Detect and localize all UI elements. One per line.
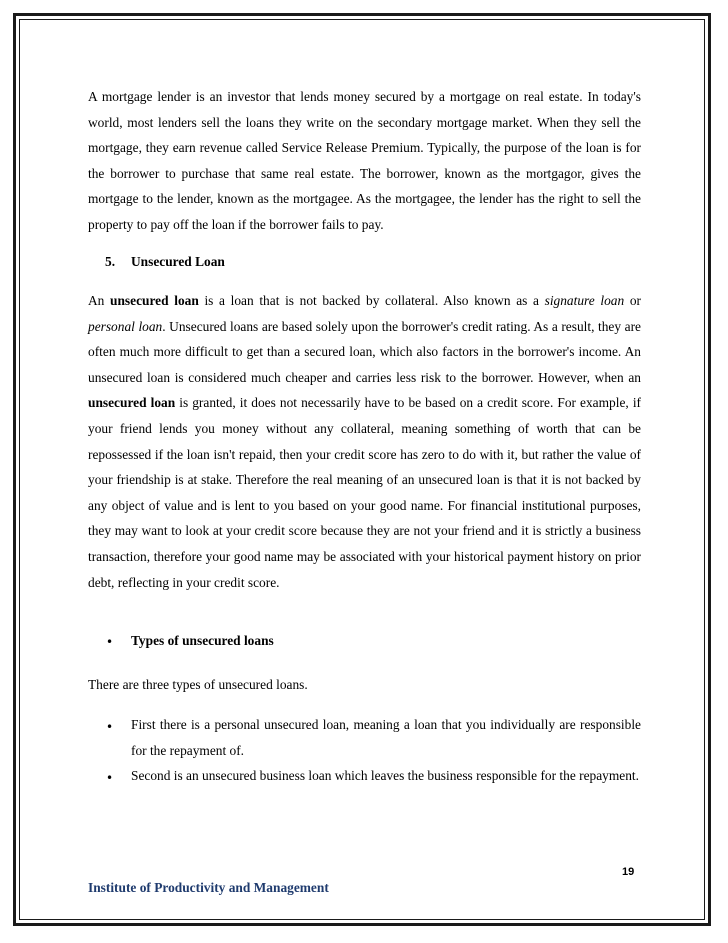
bullet-icon: • — [106, 635, 114, 649]
bullet-icon: • — [106, 771, 114, 785]
page-number: 19 — [622, 866, 635, 878]
subheading-types: Types of unsecured loans — [131, 633, 274, 648]
footer-institute: Institute of Productivity and Management — [88, 880, 329, 895]
bullet-item: Second is an unsecured business loan which leaves the business responsible for the repayment. — [131, 768, 639, 783]
bullet-icon: • — [106, 720, 114, 734]
section-number: 5. — [105, 254, 116, 269]
paragraph-mortgage-lender: A mortgage lender is an investor that lends money secured by a mortgage on real estate. In today's world, most lenders sell the loans they write on the secondary mortgage market. When they sell the mortgage, they earn revenue called Service Release Premium. Typically, the purpose of the loan is for the borrower to purchase that same real estate. The borrower, known as the mortgagor, gives the mortgage to the lender, known as the mortgagee. As the mortgagee, the lender has the right to sell the property to pay off the loan if the borrower fails to pay. — [88, 89, 641, 232]
section-title: Unsecured Loan — [131, 254, 225, 269]
intro-text: There are three types of unsecured loans. — [88, 677, 308, 692]
bullet-item: First there is a personal unsecured loan, meaning a loan that you individually are responsible for the repayment of. — [131, 717, 641, 758]
paragraph-unsecured-loan: An unsecured loan is a loan that is not backed by collateral. Also known as a signature loan or personal loan. Unsecured loans are based solely upon the borrower's credit rating. As a result, they are often much more difficult to get than a secured loan, which also factors in the borrower's income. An unsecured loan is considered much cheaper and carries less risk to the borrower. However, when an unsecured loan is granted, it does not necessarily have to be based on a credit score. For example, if your friend lends you money without any collateral, meaning something of worth that can be repossessed if the loan isn't repaid, then your credit score has zero to do with it, but rather the value of your friendship is at stake. Therefore the real meaning of an unsecured loan is that it is not backed by any object of value and is lent to you based on your good name. For financial institutional purposes, they may want to look at your credit score because they are not your friend and it is strictly a business transaction, therefore your good name may be associated with your historical payment history on prior debt, reflecting in your credit score. — [88, 293, 641, 590]
